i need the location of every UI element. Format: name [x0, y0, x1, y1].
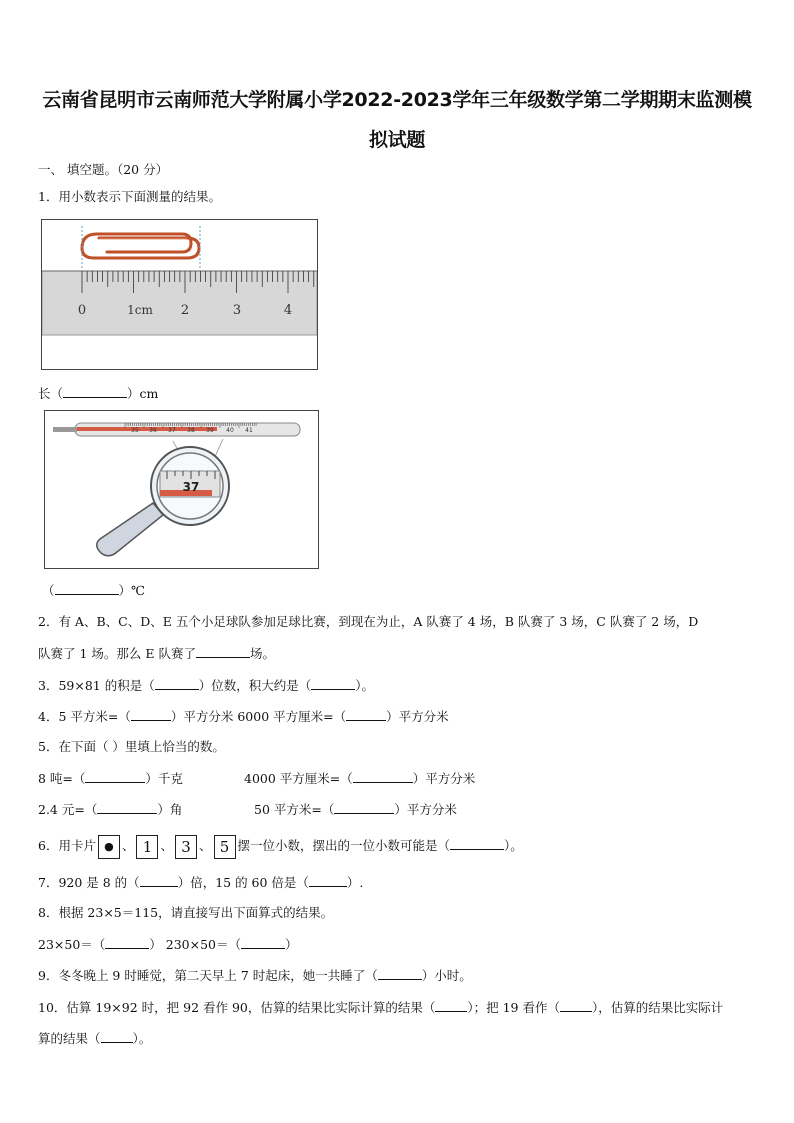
question-9: [38, 967, 472, 984]
thermo-magnified-reading: 37: [182, 480, 200, 494]
length-answer-line: [38, 385, 158, 402]
q10-text-c: ），估算的结果比实际计: [591, 1000, 724, 1015]
q6-sep-3: 、: [198, 838, 212, 853]
q6-sep-1: 、: [121, 838, 135, 853]
ruler-image: [42, 220, 317, 369]
q10-text-d: 算的结果（: [38, 1031, 101, 1046]
question-5-row1-right: [244, 770, 475, 787]
q7-text-c: ）.: [346, 875, 364, 890]
q5-r2d: ）平方分米: [394, 802, 457, 817]
q10-blank-2[interactable]: [560, 999, 592, 1012]
question-6: [38, 833, 523, 859]
ruler-label-0: 0: [77, 303, 87, 318]
q10-text-a: 10．估算 19×92 时，把 92 看作 90，估算的结果比实际计算的结果（: [38, 1000, 436, 1015]
page-title-line2: 拟试题: [368, 129, 426, 151]
card-dot: ●: [98, 835, 120, 859]
q8-text-a: 23×50＝（: [38, 937, 106, 952]
q5-r1d: ）平方分米: [412, 771, 476, 786]
length-prefix: 长（: [38, 386, 64, 401]
q9-text-a: 9．冬冬晚上 9 时睡觉，第二天早上 7 时起床，她一共睡了（: [38, 968, 378, 983]
q5-r1b: ）千克: [145, 771, 183, 786]
question-5-text: 5．在下面（ ）里填上恰当的数。: [38, 739, 225, 754]
card-5: 5: [214, 835, 236, 859]
card-3: 3: [175, 835, 197, 859]
question-10-line1: [38, 999, 723, 1016]
q7-blank-1[interactable]: [140, 874, 178, 887]
question-5-row2-left: [38, 801, 182, 818]
q4-text-b: ）平方分米 6000 平方厘米=（: [170, 709, 347, 724]
temp-prefix: （: [42, 583, 55, 598]
q6-text-b: 摆一位小数，摆出的一位小数可能是（: [237, 838, 451, 853]
question-7: [38, 874, 363, 891]
ruler-label-2: 2: [180, 303, 190, 318]
thermo-scale-40: 40: [226, 427, 234, 434]
paperclip-icon: [82, 234, 199, 258]
ruler-label-3: 3: [232, 303, 242, 318]
q2-blank[interactable]: [196, 645, 250, 658]
q8-text-b: ） 230×50＝（: [149, 937, 242, 952]
page-title-line1: 云南省昆明市云南师范大学附属小学2022-2023学年三年级数学第二学期期末监测模: [42, 89, 752, 111]
thermo-scale-39: 39: [206, 427, 214, 434]
q5-blank-4[interactable]: [334, 801, 394, 814]
q3-text-a: 3．59×81 的积是（: [38, 678, 155, 693]
q3-blank-2[interactable]: [311, 677, 355, 690]
ruler-figure: [41, 219, 318, 370]
question-1-text: 1．用小数表示下面测量的结果。: [38, 189, 221, 204]
q4-blank-2[interactable]: [346, 708, 386, 721]
q2-text-b: 场。: [249, 646, 275, 661]
q6-blank[interactable]: [450, 837, 504, 850]
card-1: 1: [136, 835, 158, 859]
q9-text-b: ）小时。: [421, 968, 472, 983]
q8-blank-2[interactable]: [241, 936, 285, 949]
q4-blank-1[interactable]: [131, 708, 171, 721]
q7-blank-2[interactable]: [309, 874, 347, 887]
thermometer-image: [45, 411, 318, 568]
q10-blank-3[interactable]: [101, 1030, 133, 1043]
magnifier-icon: [97, 439, 229, 556]
length-blank[interactable]: [63, 385, 127, 398]
length-suffix: ）cm: [127, 386, 159, 401]
thermo-scale-37: 37: [168, 427, 176, 434]
q4-text-c: ）平方分米: [386, 709, 449, 724]
temperature-blank[interactable]: [55, 582, 119, 595]
q4-text-a: 4．5 平方米=（: [38, 709, 131, 724]
thermo-scale-38: 38: [187, 427, 195, 434]
thermo-scale-41: 41: [245, 427, 253, 434]
temp-suffix: ）℃: [118, 583, 145, 598]
q10-blank-1[interactable]: [435, 999, 467, 1012]
section-header: 一、 填空题。（20 分）: [38, 162, 169, 177]
q8-blank-1[interactable]: [105, 936, 149, 949]
temperature-answer-line: [42, 582, 145, 599]
q5-r2c: 50 平方米=（: [254, 802, 335, 817]
thermometer-figure: [44, 410, 319, 569]
q9-blank[interactable]: [378, 967, 422, 980]
q3-blank-1[interactable]: [155, 677, 199, 690]
q7-text-b: ）倍，15 的 60 倍是（: [177, 875, 309, 890]
question-8-answers: [38, 936, 298, 953]
question-2-line2: [38, 645, 275, 662]
question-8-text: 8．根据 23×5＝115，请直接写出下面算式的结果。: [38, 905, 334, 920]
q5-blank-2[interactable]: [353, 770, 413, 783]
question-10-line2: [38, 1030, 151, 1047]
q6-sep-2: 、: [160, 838, 173, 853]
q5-r1a: 8 吨=（: [38, 771, 86, 786]
q6-text-c: ）。: [504, 838, 523, 853]
q10-text-e: ）。: [132, 1031, 152, 1046]
thermo-scale-35: 35: [131, 427, 139, 434]
q2-text-a: 队赛了 1 场。那么 E 队赛了: [38, 646, 196, 661]
q3-text-c: ）。: [355, 678, 374, 693]
question-5-row1-left: [38, 770, 183, 787]
q5-r1c: 4000 平方厘米=（: [244, 771, 353, 786]
q5-blank-3[interactable]: [97, 801, 157, 814]
question-3: [38, 677, 374, 694]
q3-text-b: ）位数，积大约是（: [198, 678, 312, 693]
q7-text-a: 7．920 是 8 的（: [38, 875, 140, 890]
ruler-label-1: 1cm: [127, 303, 153, 317]
q5-blank-1[interactable]: [85, 770, 145, 783]
question-4: [38, 708, 449, 725]
q5-r2a: 2.4 元=（: [38, 802, 98, 817]
q8-text-c: ）: [285, 937, 298, 952]
thermo-scale-36: 36: [149, 427, 157, 434]
q6-text-a: 6．用卡片: [38, 838, 96, 853]
question-2-line1: 2．有 A、B、C、D、E 五个小足球队参加足球比赛，到现在为止，A 队赛了 4 场，B 队赛了 3 场，C 队赛了 2 场，D: [38, 614, 699, 629]
question-5-row2-right: [254, 801, 457, 818]
ruler-label-4: 4: [283, 303, 293, 318]
q10-text-b: ）；把 19 看作（: [467, 1000, 560, 1015]
q5-r2b: ）角: [157, 802, 183, 817]
